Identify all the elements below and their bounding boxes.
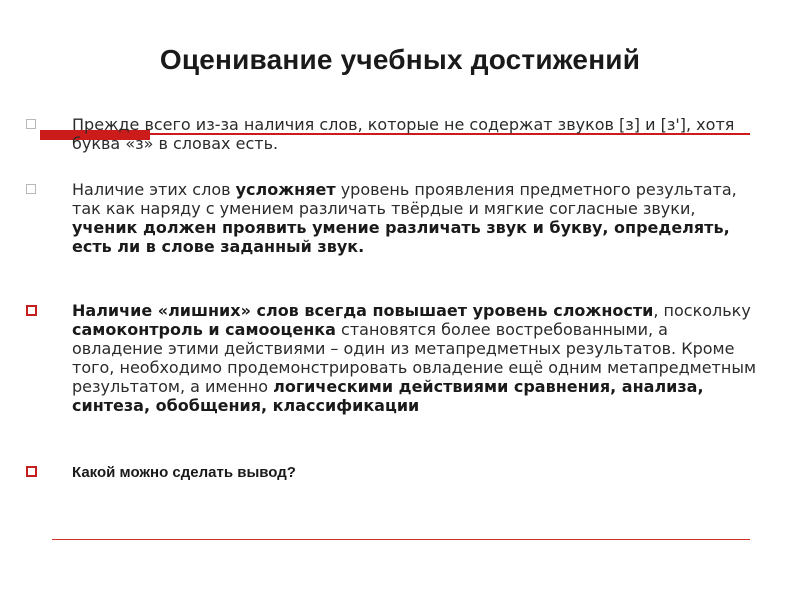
bullet-emphasis: логическими действиями сравнения, анализа, синтеза, обобщения, классификации — [72, 377, 704, 415]
bullet-emphasis: Наличие «лишних» слов всегда повышает уровень сложности — [72, 301, 654, 320]
bullet-item-2 — [72, 180, 762, 256]
bullet-text-part: , поскольку — [653, 301, 751, 320]
bullet-text-part: Наличие этих слов — [72, 180, 236, 199]
question-text: Какой можно сделать вывод? — [72, 464, 296, 481]
bullet-item-4 — [72, 462, 762, 482]
bullet-emphasis: самоконтроль и самооценка — [72, 320, 336, 339]
bullet-emphasis: ученик должен проявить умение различать звук и букву, определять, есть ли в слове заданный звук. — [72, 218, 730, 256]
bullet-text: Прежде всего из-за наличия слов, которые не содержат звуков [з] и [з'], хотя буква «з» в словах есть. — [72, 115, 735, 153]
square-bullet-icon — [26, 184, 36, 194]
square-bullet-icon — [26, 119, 36, 129]
bullet-item-3 — [72, 301, 762, 415]
footer-divider — [52, 539, 750, 540]
bullet-emphasis: усложняет — [235, 180, 336, 199]
bullet-item-1 — [72, 115, 762, 153]
bullet-text-part: уровень проявления предметного результата, так как наряду с умением различать твёрдые и мягкие согласные звуки, — [72, 180, 737, 218]
bullet-text-part: становятся более востребованными, а овладение этими действиями – один из метапредметных результатов. Кроме того, необходимо продемонстрировать овладение ещё одним метапредметным результатом, а именно — [72, 320, 757, 396]
square-bullet-icon — [26, 466, 37, 477]
slide-title: Оценивание учебных достижений — [159, 44, 641, 75]
square-bullet-icon — [26, 305, 37, 316]
